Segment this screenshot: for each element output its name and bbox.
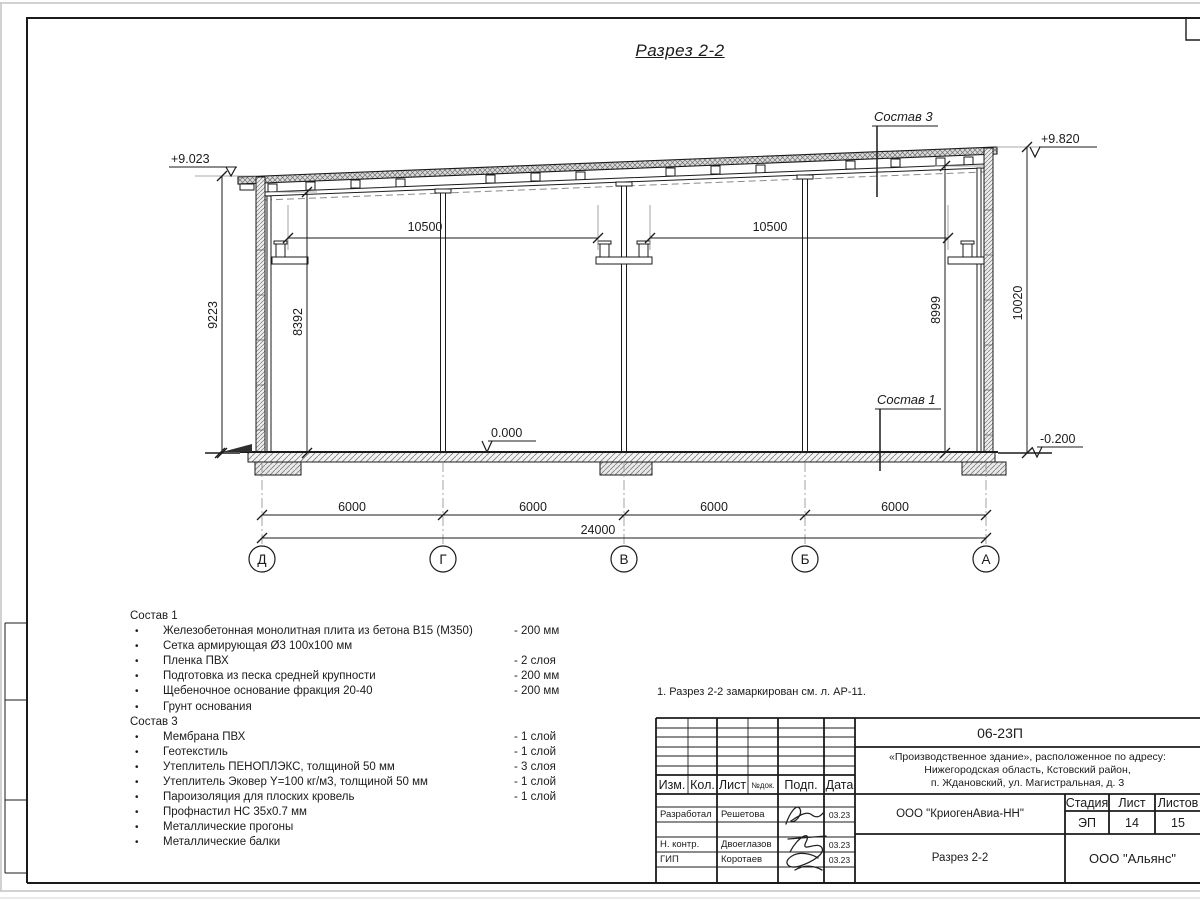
list-item: • Утеплитель Эковер Y=100 кг/м3, толщиной 50 мм - 1 слой — [128, 775, 593, 790]
grid-axes — [249, 546, 999, 572]
bullet-icon: • — [135, 641, 139, 653]
composition-1-title: Состав 1 — [130, 610, 178, 622]
elev-floor: 0.000 — [491, 426, 523, 440]
org-name: ООО "Альянс" — [1089, 851, 1176, 866]
list-item: • Утеплитель ПЕНОПЛЭКС, толщиной 50 мм - 3 слоя — [128, 760, 593, 775]
signature-dvoeglazov-korotaev — [787, 836, 826, 870]
staff-date: 03.23 — [828, 810, 851, 820]
dim-bay-1: 6000 — [338, 500, 366, 514]
staff-date: 03.23 — [828, 855, 851, 865]
company-name: ООО "КриогенАвиа-НН" — [896, 808, 1024, 820]
col-podp: Подп. — [784, 778, 818, 792]
dim-8999: 8999 — [929, 296, 943, 324]
bullet-icon: • — [135, 701, 139, 713]
sheets-label: Листов — [1157, 796, 1199, 810]
bullet-icon: • — [135, 746, 139, 758]
list-item: • Грунт основания — [128, 700, 593, 715]
signature-reshetova — [786, 807, 823, 824]
interior-columns — [435, 175, 813, 453]
staff-role: Н. контр. — [660, 839, 700, 850]
bullet-icon: • — [135, 761, 139, 773]
project-address: «Производственное здание», расположенное по адресу: Нижегородская область, Кстовский район, п. Ждановский, ул. Магистральная, д. 3 — [889, 751, 1166, 789]
list-item: • Геотекстиль - 1 слой — [128, 745, 593, 760]
bullet-icon: • — [135, 686, 139, 698]
building-section — [205, 147, 1052, 475]
composition-3-title: Состав 3 — [130, 715, 178, 728]
bullet-icon: • — [135, 671, 139, 683]
dim-bay-2: 6000 — [519, 500, 547, 514]
staff-role: ГИП — [660, 854, 679, 865]
list-item: • Подготовка из песка средней крупности - 200 мм — [128, 669, 593, 684]
staff-role: Разработал — [660, 809, 712, 820]
list-item: • Пароизоляция для плоских кровель - 1 слой — [128, 790, 593, 805]
signatures — [786, 807, 826, 870]
sheet-label: Лист — [1118, 796, 1146, 810]
elev-top-left: +9.023 — [171, 152, 210, 166]
stage-value: ЭП — [1078, 816, 1096, 830]
axis-bubble-3: В — [619, 552, 629, 567]
staff-name: Решетова — [721, 809, 765, 820]
dim-bay-4: 6000 — [881, 500, 909, 514]
left-margin-boxes — [5, 623, 27, 873]
staff-date: 03.23 — [828, 840, 851, 850]
stage-label: Стадия — [1065, 796, 1109, 810]
axis-bubble-1: Д — [257, 552, 267, 567]
bullet-icon: • — [135, 626, 139, 638]
list-item: • Металлические прогоны — [128, 820, 593, 835]
composition-lists — [128, 609, 593, 851]
staff-name: Коротаев — [721, 854, 763, 865]
bullet-icon: • — [135, 807, 139, 819]
col-izm: Изм. — [658, 778, 686, 792]
dim-10020: 10020 — [1011, 285, 1025, 321]
dim-span-left: 10500 — [407, 220, 443, 234]
bullet-icon: • — [135, 731, 139, 743]
axis-bubble-5: А — [981, 552, 991, 567]
drawing-note: 1. Разрез 2-2 замаркирован см. л. АР-11. — [657, 686, 866, 698]
left-wall — [256, 177, 271, 453]
right-wall — [977, 148, 993, 453]
doc-number: 06-23П — [977, 725, 1023, 741]
col-dok: №док. — [751, 781, 775, 790]
list-item: • Сетка армирующая Ø3 100х100 мм — [128, 639, 593, 654]
label-sostav3: Состав 3 — [874, 109, 933, 124]
sheet-number: 14 — [1125, 816, 1139, 830]
list-item: • Профнастил НС 35х0.7 мм — [128, 805, 593, 820]
brackets — [272, 241, 984, 264]
axis-bubble-2: Г — [439, 552, 447, 567]
axis-bubble-4: Б — [800, 552, 810, 567]
dim-9223: 9223 — [206, 301, 220, 329]
floor-and-ground — [205, 444, 1052, 475]
list-item: • Щебеночное основание фракция 20-40 - 200 мм — [128, 684, 593, 699]
sheets-total: 15 — [1171, 816, 1185, 830]
bullet-icon: • — [135, 792, 139, 804]
col-list: Лист — [718, 778, 747, 792]
bullet-icon: • — [135, 837, 139, 849]
list-item: • Мембрана ПВХ - 1 слой — [128, 730, 593, 745]
col-data: Дата — [825, 778, 854, 792]
col-kol: Кол. — [690, 778, 715, 792]
list-item: • Пленка ПВХ - 2 слоя — [128, 654, 593, 669]
label-sostav1: Состав 1 — [877, 392, 936, 407]
staff-name: Двоеглазов — [721, 839, 772, 850]
sheet-name: Разрез 2-2 — [931, 852, 989, 864]
elev-ground: -0.200 — [1040, 432, 1076, 446]
page-title: Разрез 2-2 — [635, 41, 725, 60]
dim-bay-3: 6000 — [700, 500, 728, 514]
elev-top-right: +9.820 — [1041, 132, 1080, 146]
bullet-icon: • — [135, 777, 139, 789]
list-item: • Железобетонная монолитная плита из бетона В15 (М350) - 200 мм — [128, 624, 593, 639]
dim-8392: 8392 — [291, 308, 305, 336]
dim-span-right: 10500 — [752, 220, 788, 234]
dim-total: 24000 — [580, 523, 616, 537]
list-item: • Металлические балки — [128, 835, 593, 850]
bullet-icon: • — [135, 822, 139, 834]
bullet-icon: • — [135, 656, 139, 668]
